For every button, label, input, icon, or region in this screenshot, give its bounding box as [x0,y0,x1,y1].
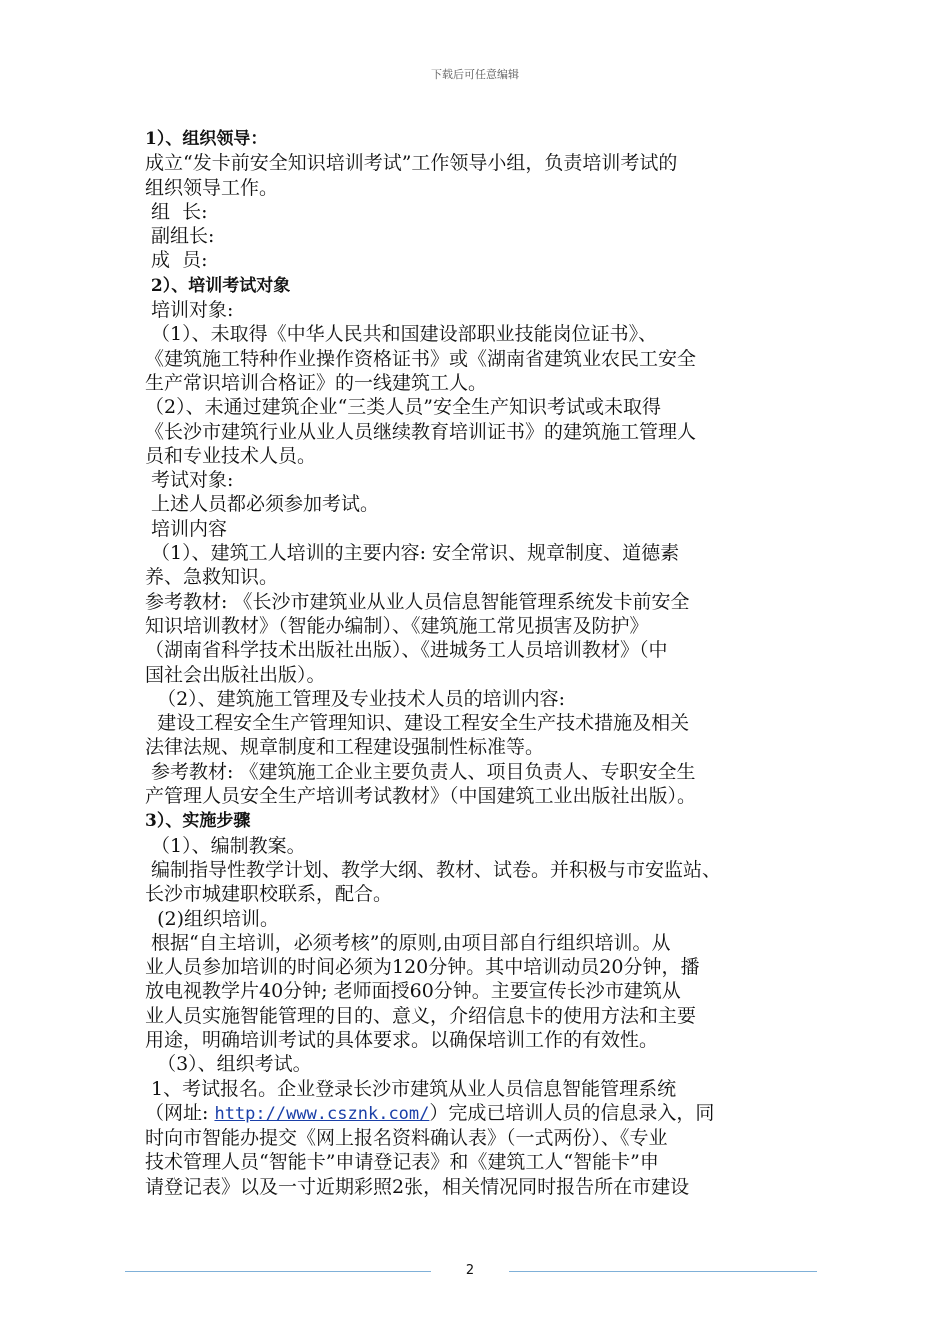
text-segment: 产管理人员安全生产培训考试教材》（中国建筑工业出版社出版）。 [145,785,697,808]
text-line [145,614,825,638]
text-segment: 1、考试报名。企业登录长沙市建筑从业人员信息智能管理系统 [145,1077,677,1100]
section-heading: 3）、实施步骤 [145,811,251,832]
text-segment: 副组长: [145,225,215,248]
text-line [145,347,825,371]
text-segment: ）完成已培训人员的信息录入，同 [429,1101,715,1124]
text-line [145,176,825,200]
text-line [145,1052,825,1076]
text-line [145,931,825,955]
text-segment: 组织领导工作。 [145,176,279,199]
text-line [145,711,825,735]
text-segment: 成 员: [145,249,208,272]
text-segment: （1）、建筑工人培训的主要内容: 安全常识、规章制度、道德素 [145,542,680,565]
text-segment: 培训对象: [145,299,234,322]
text-segment: 上述人员都必须参加考试。 [145,493,380,516]
text-segment: 参考教材: 《建筑施工企业主要负责人、项目负责人、专职安全生 [145,760,696,783]
text-segment: 法律法规、规章制度和工程建设强制性标准等。 [145,736,545,759]
text-segment: 业人员参加培训的时间必须为120分钟。其中培训动员20分钟，播 [145,956,700,979]
text-segment: （1）、编制教案。 [145,834,306,857]
text-segment: 请登记表》以及一寸近期彩照2张，相关情况同时报告所在市建设 [145,1175,690,1198]
text-line [145,273,825,298]
text-line [145,590,825,614]
text-line [145,298,825,322]
text-line [145,784,825,808]
text-line [145,200,825,224]
text-line [145,907,825,931]
text-line [145,834,825,858]
text-segment: (2)组织培训。 [145,907,279,930]
footer-rule-right [509,1271,817,1272]
text-line [145,979,825,1003]
text-segment: （2）、建筑施工管理及专业技术人员的培训内容: [145,687,566,710]
text-line [145,468,825,492]
text-segment: 成立“发卡前安全知识培训考试”工作领导小组，负责培训考试的 [145,152,678,175]
text-segment: 用途，明确培训考试的具体要求。以确保培训工作的有效性。 [145,1028,659,1051]
text-line [145,224,825,248]
section-heading: 2）、培训考试对象 [145,275,291,296]
text-segment: 培训内容 [145,517,228,540]
text-line [145,1126,825,1150]
text-line [145,1077,825,1101]
text-line [145,126,825,151]
text-segment: 员和专业技术人员。 [145,444,317,467]
text-line [145,858,825,882]
text-segment: 时向市智能办提交《网上报名资料确认表》（一式两份）、《专业 [145,1127,668,1150]
text-line [145,395,825,419]
text-segment: 参考教材: 《长沙市建筑业从业人员信息智能管理系统发卡前安全 [145,590,690,613]
text-segment: 考试对象: [145,469,234,492]
text-segment: 《建筑施工特种作业操作资格证书》或《湖南省建筑业农民工安全 [145,347,697,370]
text-line [145,808,825,833]
header-note: 下载后可任意编辑 [431,68,519,81]
text-line [145,541,825,565]
text-line [145,882,825,906]
text-segment: （1）、未取得《中华人民共和国建设部职业技能岗位证书》、 [145,323,658,346]
website-link[interactable]: http://www.csznk.com/ [214,1103,430,1124]
text-segment: 《长沙市建筑行业从业人员继续教育培训证书》的建筑施工管理人 [145,420,697,443]
text-segment: 国社会出版社出版）。 [145,663,326,686]
text-line [145,663,825,687]
text-segment: 长沙市城建职校联系，配合。 [145,883,393,906]
text-line [145,1150,825,1174]
text-line [145,1028,825,1052]
text-line [145,955,825,979]
text-segment: （网址: [145,1101,215,1124]
text-line [145,735,825,759]
body-text [145,126,825,1199]
text-segment: 编制指导性教学计划、教学大纲、教材、试卷。并积极与市安监站、 [145,858,722,881]
text-line [145,420,825,444]
text-segment: 技术管理人员“智能卡”申请登记表》和《建筑工人“智能卡”申 [145,1151,659,1174]
page-number: 2 [465,1263,475,1278]
text-segment: 放电视教学片40分钟; 老师面授60分钟。主要宣传长沙市建筑从 [145,980,681,1003]
text-line [145,248,825,272]
text-line [145,444,825,468]
section-heading: 1）、组织领导： [145,129,268,149]
text-segment: （2）、未通过建筑企业“三类人员”安全生产知识考试或未取得 [145,396,662,419]
text-line [145,1004,825,1028]
text-segment: （湖南省科学技术出版社出版）、《进城务工人员培训教材》（中 [145,639,668,662]
page-footer [125,1263,817,1279]
text-segment: 生产常识培训合格证》的一线建筑工人。 [145,371,488,394]
text-line [145,1101,825,1126]
footer-rule-left [125,1271,431,1272]
text-segment: 根据“自主培训，必须考核”的原则,由项目部自行组织培训。从 [145,931,671,954]
text-segment: （3）、组织考试。 [145,1053,312,1076]
text-line [145,322,825,346]
text-line [145,687,825,711]
text-line [145,517,825,541]
text-segment: 知识培训教材》（智能办编制）、《建筑施工常见损害及防护》 [145,614,649,637]
text-line [145,760,825,784]
text-line [145,151,825,175]
text-line [145,1175,825,1199]
text-line [145,371,825,395]
text-segment: 业人员实施智能管理的目的、意义，介绍信息卡的使用方法和主要 [145,1004,697,1027]
text-segment: 养、急救知识。 [145,566,279,589]
text-segment: 组 长: [145,200,208,223]
text-line [145,638,825,662]
text-line [145,492,825,516]
text-segment: 建设工程安全生产管理知识、建设工程安全生产技术措施及相关 [145,712,690,735]
text-line [145,565,825,589]
